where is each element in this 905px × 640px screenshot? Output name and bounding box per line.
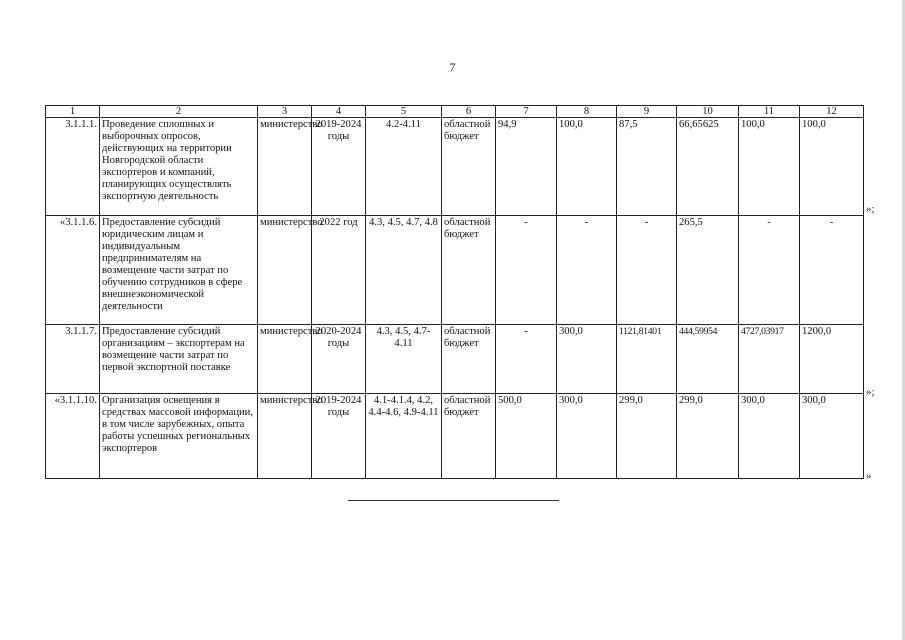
table-row (46, 325, 864, 394)
executor: министерство (258, 216, 312, 325)
value-col-8: 300,0 (557, 325, 617, 394)
value-col-7: 500,0 (496, 394, 557, 479)
value-col-10: 444,59954 (677, 325, 739, 394)
table-row (46, 118, 864, 216)
value-col-7: - (496, 325, 557, 394)
page-number: 7 (449, 60, 456, 74)
period: 2019-2024 годы (312, 118, 366, 216)
indicators: 4.1-4.1.4, 4.2, 4.4-4.6, 4.9-4.11 (366, 394, 442, 479)
value-col-11: - (739, 216, 800, 325)
funding-source: областной бюджет (442, 394, 496, 479)
col-header: 3 (258, 106, 312, 118)
period: 2019-2024 годы (312, 394, 366, 479)
indicators: 4.3, 4.5, 4.7, 4.8 (366, 216, 442, 325)
value-col-11: 100,0 (739, 118, 800, 216)
closing-quote-mark: » (866, 470, 872, 482)
funding-source: областной бюджет (442, 118, 496, 216)
activity-id: 3.1.1.7. (46, 325, 100, 394)
col-header: 8 (557, 106, 617, 118)
value-col-11: 4727,03917 (739, 325, 800, 394)
activity-id: 3.1.1.1. (46, 118, 100, 216)
value-col-7: - (496, 216, 557, 325)
value-col-9: 87,5 (617, 118, 677, 216)
indicators: 4.2-4.11 (366, 118, 442, 216)
value-col-9: 1121,81401 (617, 325, 677, 394)
value-col-9: 299,0 (617, 394, 677, 479)
period: 2022 год (312, 216, 366, 325)
header-row (46, 106, 864, 118)
value-col-7: 94,9 (496, 118, 557, 216)
closing-quote-mark: »; (866, 386, 875, 398)
executor: министерство (258, 118, 312, 216)
program-activities-table (45, 105, 864, 479)
activity-id: «3.1.1.10. (46, 394, 100, 479)
value-col-8: - (557, 216, 617, 325)
value-col-10: 299,0 (677, 394, 739, 479)
closing-quote-mark: »; (866, 203, 875, 215)
col-header: 1 (46, 106, 100, 118)
activity-title: Предоставление субсидий организациям – экспортерам на возмещение части затрат по первой экспортной поставке (100, 325, 258, 394)
funding-source: областной бюджет (442, 216, 496, 325)
footer-separator-line (348, 500, 559, 501)
funding-source: областной бюджет (442, 325, 496, 394)
value-col-12: 1200,0 (800, 325, 864, 394)
table-row (46, 216, 864, 325)
col-header: 12 (800, 106, 864, 118)
col-header: 5 (366, 106, 442, 118)
value-col-10: 66,65625 (677, 118, 739, 216)
value-col-12: - (800, 216, 864, 325)
col-header: 4 (312, 106, 366, 118)
value-col-10: 265,5 (677, 216, 739, 325)
activity-id: «3.1.1.6. (46, 216, 100, 325)
indicators: 4.3, 4.5, 4.7-4.11 (366, 325, 442, 394)
value-col-8: 300,0 (557, 394, 617, 479)
value-col-8: 100,0 (557, 118, 617, 216)
value-col-11: 300,0 (739, 394, 800, 479)
activity-title: Организация освещения в средствах массовой информации, в том числе зарубежных, опыта работы успешных региональных экспортеров (100, 394, 258, 479)
col-header: 2 (100, 106, 258, 118)
activity-title: Проведение сплошных и выборочных опросов, действующих на территории Новгородской области экспортеров и компаний, планирующих осуществлять экспортную деятельность (100, 118, 258, 216)
col-header: 10 (677, 106, 739, 118)
value-col-12: 100,0 (800, 118, 864, 216)
activity-title: Предоставление субсидий юридическим лицам и индивидуальным предпринимателям на возмещение части затрат по обучению сотрудников в сфере внешнеэкономической деятельности (100, 216, 258, 325)
col-header: 11 (739, 106, 800, 118)
value-col-12: 300,0 (800, 394, 864, 479)
executor: министерство (258, 325, 312, 394)
col-header: 9 (617, 106, 677, 118)
period: 2020-2024 годы (312, 325, 366, 394)
executor: министерство (258, 394, 312, 479)
table-row (46, 394, 864, 479)
col-header: 6 (442, 106, 496, 118)
value-col-9: - (617, 216, 677, 325)
col-header: 7 (496, 106, 557, 118)
